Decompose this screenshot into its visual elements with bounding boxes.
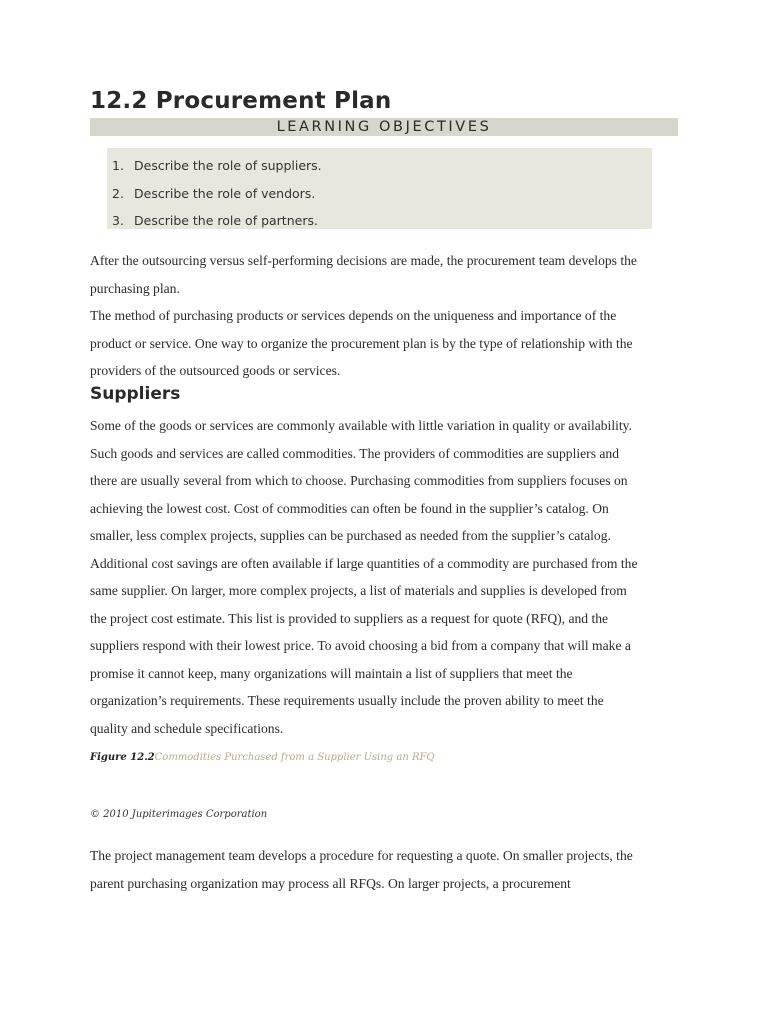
text-line: product or service. One way to organize the procurement plan is by the type of relationship with the — [90, 335, 633, 351]
text-line: providers of the outsourced goods or services. — [90, 363, 341, 378]
list-item — [112, 158, 322, 173]
text-line: Additional cost savings are often available if large quantities of a commodity are purchased from the — [90, 555, 638, 571]
figure-caption-link[interactable]: Commodities Purchased from a Supplier Using an RFQ — [154, 752, 435, 763]
text-line: organization’s requirements. These requirements usually include the proven ability to meet the — [90, 693, 604, 708]
text-line: quality and schedule specifications. — [90, 720, 284, 736]
list-number: 3. — [112, 213, 124, 228]
text-line: Such goods and services are called commodities. The providers of commodities are suppliers and — [90, 445, 620, 461]
text-line: Some of the goods or services are commonly available with little variation in quality or availability. — [90, 418, 632, 433]
text-line: promise it cannot keep, many organizations will maintain a list of suppliers that meet the — [90, 665, 573, 681]
page-title: 12.2 Procurement Plan — [90, 88, 392, 114]
list-text: Describe the role of partners. — [134, 213, 318, 228]
suppliers-paragraph — [90, 412, 690, 742]
list-item — [112, 186, 315, 201]
list-item — [112, 213, 318, 228]
text-line: achieving the lowest cost. Cost of commodities can often be found in the supplier’s catalog. On — [90, 500, 609, 516]
figure-caption — [90, 752, 435, 763]
text-line: purchasing plan. — [90, 280, 180, 296]
learning-objectives-heading: LEARNING OBJECTIVES — [90, 118, 678, 136]
text-line: parent purchasing organization may process all RFQs. On larger projects, a procurement — [90, 875, 571, 891]
list-text: Describe the role of vendors. — [134, 186, 316, 201]
text-line: suppliers respond with their lowest price. To avoid choosing a bid from a company that will make a — [90, 638, 631, 653]
text-line: After the outsourcing versus self-performing decisions are made, the procurement team develops the — [90, 253, 637, 268]
text-line: smaller, less complex projects, supplies can be purchased as needed from the supplier’s catalog. — [90, 528, 611, 543]
text-line: same supplier. On larger, more complex projects, a list of materials and supplies is developed from — [90, 583, 627, 598]
closing-paragraph — [90, 842, 690, 897]
list-text: Describe the role of suppliers. — [134, 158, 322, 173]
list-number: 2. — [112, 186, 124, 201]
text-line: there are usually several from which to choose. Purchasing commodities from suppliers focuses on — [90, 473, 628, 488]
text-line: the project cost estimate. This list is provided to suppliers as a request for quote (RFQ), and the — [90, 610, 609, 626]
intro-paragraphs — [90, 247, 690, 385]
image-credit: © 2010 Jupiterimages Corporation — [90, 809, 268, 820]
learning-objectives-list — [107, 148, 652, 229]
suppliers-heading: Suppliers — [90, 384, 181, 404]
list-number: 1. — [112, 158, 124, 173]
text-line: The project management team develops a procedure for requesting a quote. On smaller projects, the — [90, 848, 633, 863]
text-line: The method of purchasing products or services depends on the uniqueness and importance of the — [90, 308, 617, 323]
figure-label: Figure 12.2 — [90, 752, 155, 763]
